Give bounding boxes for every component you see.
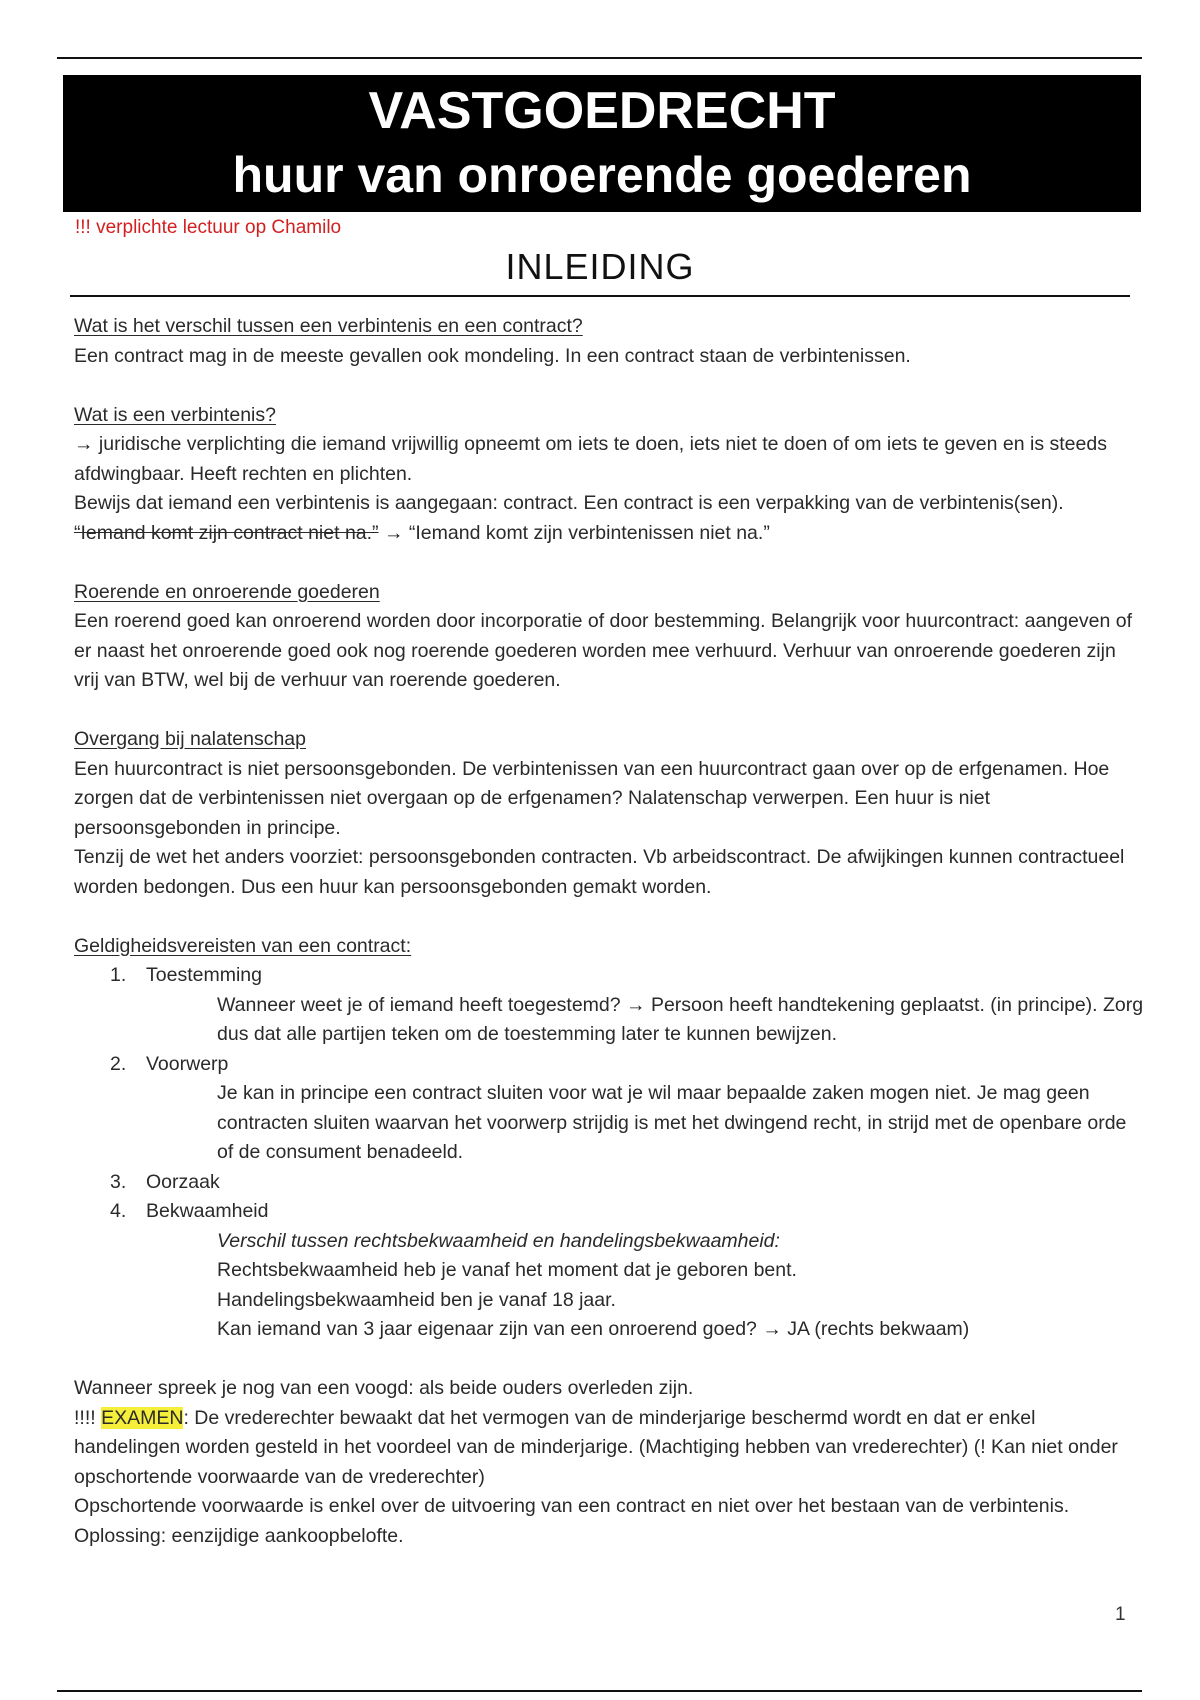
page-number: 1 — [1115, 1604, 1126, 1625]
list-number: 3. — [110, 1170, 127, 1193]
list-detail: Handelingsbekwaamheid ben je vanaf 18 jaar. — [217, 1288, 616, 1311]
paragraph-goederen: Een roerend goed kan onroerend worden door incorporatie of door bestemming. Belangrijk voor huurcontract: aangeven of er naast het onroerende goed ook nog roerende goederen worden mee verhuurd. Verhuur van onroerende goederen zijn vrij van BTW, wel bij de verhuur van roerende goederen. — [74, 610, 1132, 691]
list-label: Bekwaamheid — [146, 1200, 269, 1222]
section-heading-nalatenschap: Overgang bij nalatenschap — [74, 728, 306, 750]
list-number: 4. — [110, 1200, 127, 1222]
exam-highlight: EXAMEN — [101, 1406, 184, 1429]
list-label: Oorzaak — [146, 1170, 220, 1193]
struck-quote: “Iemand komt zijn contract niet na.” — [74, 521, 379, 544]
paragraph-verbintenis-proof: Bewijs dat iemand een verbintenis is aangegaan: contract. Een contract is een verpakking van de verbintenis(sen). — [74, 492, 1064, 514]
list-detail: Kan iemand van 3 jaar eigenaar zijn van een onroerend goed? → JA (rechts bekwaam) — [217, 1318, 970, 1340]
list-number: 1. — [110, 964, 127, 986]
document-title: VASTGOEDRECHT — [368, 82, 836, 140]
reading-note: !!! verplichte lectuur op Chamilo — [75, 217, 342, 238]
list-detail-italic: Verschil tussen rechtsbekwaamheid en handelingsbekwaamheid: — [217, 1229, 780, 1252]
bottom-rule — [57, 1690, 1142, 1692]
list-item — [74, 1050, 1144, 1080]
section-heading-goederen: Roerende en onroerende goederen — [74, 580, 380, 603]
document-subtitle: huur van onroerende goederen — [232, 147, 972, 203]
arrow-icon: → — [626, 993, 646, 1016]
list-label: Voorwerp — [146, 1052, 229, 1075]
section-heading-verbintenis: Wat is een verbintenis? — [74, 403, 276, 426]
arrow-icon: → — [74, 433, 94, 455]
paragraph-conclusion: Opschortende voorwaarde is enkel over de uitvoering van een contract en niet over het bestaan van de verbintenis. Oplossing: eenzijdige aankoopbelofte. — [74, 1495, 1070, 1547]
list-item — [74, 1168, 1144, 1198]
paragraph-verschil: Een contract mag in de meeste gevallen ook mondeling. In een contract staan de verbintenissen. — [74, 344, 911, 367]
paragraph-nalatenschap-2: Tenzij de wet het anders voorziet: persoonsgebonden contracten. Vb arbeidscontract. De afwijkingen kunnen contractueel worden bedongen. Dus een huur kan persoonsgebonden gemakt worden. — [74, 846, 1125, 898]
title-banner — [63, 75, 1141, 212]
section-heading-verschil: Wat is het verschil tussen een verbintenis en een contract? — [74, 315, 583, 337]
arrow-icon: → — [378, 521, 409, 544]
list-detail: Wanneer weet je of iemand heeft toegestemd? → Persoon heeft handtekening geplaatst. (in principe). Zorg dus dat alle partijen teken om de toestemming later te kunnen bewijzen. — [217, 993, 1144, 1045]
paragraph-voogd: Wanneer spreek je nog van een voogd: als beide ouders overleden zijn. — [74, 1377, 694, 1399]
list-item — [74, 961, 1144, 991]
list-item — [74, 1197, 1144, 1227]
definition-text: juridische verplichting die iemand vrijwillig opneemt om iets te doen, iets niet te doen of om iets te geven en is steeds afdwingbaar. Heeft rechten en plichten. — [74, 433, 1107, 485]
list-label: Toestemming — [146, 964, 262, 986]
top-rule — [57, 57, 1142, 59]
paragraph-nalatenschap-1: Een huurcontract is niet persoonsgebonden. De verbintenissen van een huurcontract gaan over op de erfgenamen. Hoe zorgen dat de verbintenissen niet overgaan op de erfgenamen? Nalatenschap verwerpen. Een huur is niet persoonsgebonden in principe. — [74, 757, 1110, 839]
arrow-icon: → — [762, 1318, 782, 1340]
list-detail: Rechtsbekwaamheid heb je vanaf het moment dat je geboren bent. — [217, 1259, 797, 1281]
list-number: 2. — [110, 1052, 127, 1075]
correct-quote: “Iemand komt zijn verbintenissen niet na.” — [408, 521, 770, 544]
paragraph-verbintenis-definition — [74, 430, 1144, 489]
paragraph-verbintenis-quote — [74, 519, 1144, 549]
document-body — [74, 312, 1144, 1551]
paragraph-exam: !!!! EXAMEN: De vrederechter bewaakt dat het vermogen van de minderjarige beschermd wordt en dat er enkel handelingen worden gesteld in het voordeel van de minderjarige. (Machtiging hebben van vrederechter) (! Kan niet onder opschortende voorwaarde van de vrederechter) — [74, 1406, 1118, 1488]
section-heading-geldigheid: Geldigheidsvereisten van een contract: — [74, 934, 412, 957]
list-detail: Je kan in principe een contract sluiten voor wat je wil maar bepaalde zaken mogen niet. Je mag geen contracten sluiten waarvan het voorwerp strijdig is met het dwingend recht, in strijd met de openbare orde of de consument benadeeld. — [217, 1082, 1127, 1163]
chapter-heading: INLEIDING — [70, 245, 1130, 297]
